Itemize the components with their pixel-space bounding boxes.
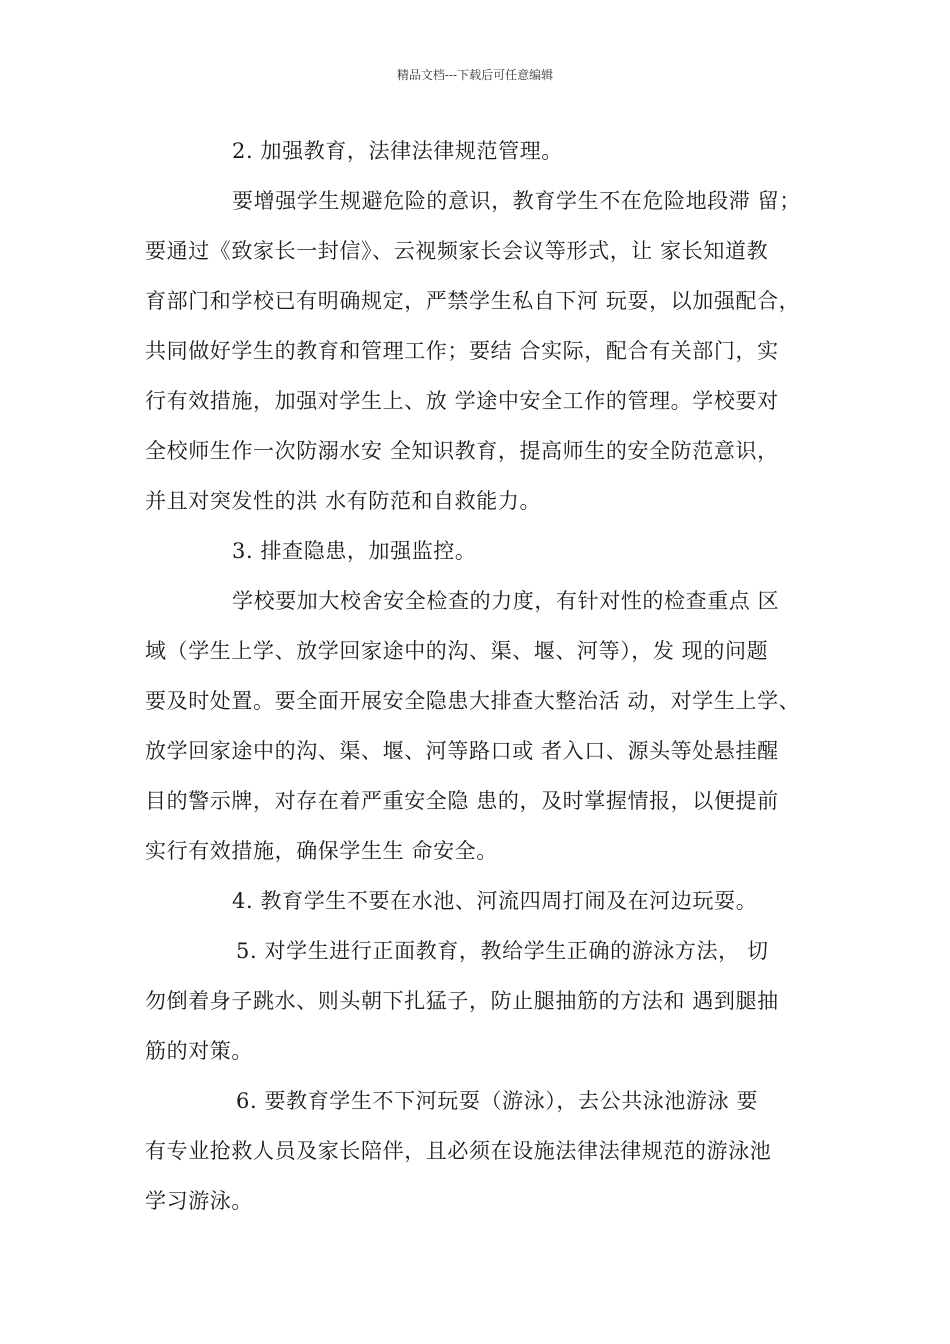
paragraph-line: 有专业抢救人员及家长陪伴，且必须在设施法律法律规范的游泳池 [145, 1139, 772, 1163]
paragraph-line: 育部门和学校已有明确规定，严禁学生私自下河 玩耍，以加强配合， [145, 289, 801, 313]
paragraph-line: 筋的对策。 [145, 1039, 253, 1063]
paragraph-line: 目的警示牌，对存在着严重安全隐 患的，及时掌握情报，以便提前 [145, 789, 779, 813]
heading-3: 3. 排查隐患，加强监控。 [232, 539, 477, 563]
heading-6: 6. 要教育学生不下河玩耍（游泳），去公共泳池游泳 要 [236, 1089, 759, 1113]
heading-5: 5. 对学生进行正面教育，教给学生正确的游泳方法， 切 [236, 939, 769, 963]
paragraph-line: 勿倒着身子跳水、则头朝下扎猛子，防止腿抽筋的方法和 遇到腿抽 [145, 989, 779, 1013]
paragraph-line: 域（学生上学、放学回家途中的沟、渠、堰、河等），发 现的问题 [145, 639, 769, 663]
paragraph-line: 共同做好学生的教育和管理工作；要结 合实际，配合有关部门，实 [145, 339, 779, 363]
paragraph-line: 实行有效措施，确保学生生 命安全。 [145, 839, 498, 863]
paragraph-line: 全校师生作一次防溺水安 全知识教育，提高师生的安全防范意识， [145, 439, 779, 463]
paragraph-line: 学习游泳。 [145, 1189, 253, 1213]
paragraph-line: 要增强学生规避危险的意识，教育学生不在危险地段滞 留； [232, 189, 801, 213]
paragraph-line: 并且对突发性的洪 水有防范和自救能力。 [145, 489, 542, 513]
heading-4: 4. 教育学生不要在水池、河流四周打闹及在河边玩耍。 [232, 889, 758, 913]
page-header: 精品文档---下载后可任意编辑 [396, 68, 554, 82]
paragraph-line: 学校要加大校舍安全检查的力度，有针对性的检查重点 区 [232, 589, 780, 613]
paragraph-line: 行有效措施，加强对学生上、放 学途中安全工作的管理。学校要对 [145, 389, 779, 413]
paragraph-line: 放学回家途中的沟、渠、堰、河等路口或 者入口、源头等处悬挂醒 [145, 739, 779, 763]
paragraph-line: 要通过《致家长一封信》、云视频家长会议等形式，让 家长知道教 [145, 239, 769, 263]
paragraph-line: 要及时处置。要全面开展安全隐患大排查大整治活 动，对学生上学、 [145, 689, 801, 713]
heading-2: 2. 加强教育，法律法律规范管理。 [232, 139, 563, 163]
